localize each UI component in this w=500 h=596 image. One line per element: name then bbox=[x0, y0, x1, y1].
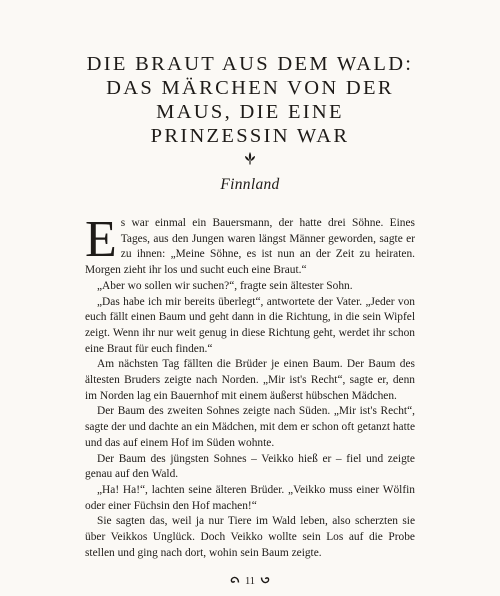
paragraph-2: „Aber wo sollen wir suchen?“, fragte sein ältester Sohn. bbox=[97, 279, 353, 292]
paragraph-1 bbox=[85, 211, 415, 279]
page-number: 11 bbox=[244, 575, 256, 587]
story-title bbox=[40, 52, 460, 148]
paragraph-8: Sie sagten das, weil ja nur Tiere im Wald leben, also scherzten sie über Veikkos Unglück. Doch Veikko wollte sein Los auf die Probe stellen und ging nach dort, wohin sein Baum zeigte. bbox=[85, 515, 415, 559]
title-line-3: MAUS, DIE EINE bbox=[156, 101, 344, 123]
page-footer bbox=[200, 574, 300, 588]
title-line-2: DAS MÄRCHEN VON DER bbox=[106, 77, 394, 99]
title-line-4: PRINZESSIN WAR bbox=[150, 125, 350, 147]
flower-ornament-icon bbox=[242, 150, 258, 166]
paragraph-5: Der Baum des zweiten Sohnes zeigte nach Süden. „Mir ist's Recht“, sagte der und dachte an ein Mädchen, mit dem er schon oft getanzt hatte und das auf einem Hof im Süden wohnte. bbox=[85, 405, 415, 449]
paragraph-7: „Ha! Ha!“, lachten seine älteren Brüder. „Veikko muss einer Wölfin oder einer Füchsin den Hof machen!“ bbox=[85, 483, 415, 512]
swirl-right-icon bbox=[260, 576, 270, 587]
story-text bbox=[85, 211, 415, 561]
drop-cap: E bbox=[85, 211, 117, 268]
swirl-left-icon bbox=[230, 576, 240, 587]
paragraph-4: Am nächsten Tag fällten die Brüder je einen Baum. Der Baum des ältesten Bruders zeigte nach Norden. „Mir ist's Recht“, sagte er, denn im Norden lag ein Bauernhof mit einem äußerst hübschen Mädchen. bbox=[85, 358, 415, 402]
paragraph-3: „Das habe ich mir bereits überlegt“, antwortete der Vater. „Jeder von euch fällt einen Baum und geht dann in die Richtung, in die sein Wipfel zeigt. Wenn ihr nur weit genug in diese Richtung geht, werdet ihr schon eine Braut für euch finden.“ bbox=[85, 295, 415, 355]
title-line-1: DIE BRAUT AUS DEM WALD: bbox=[86, 53, 414, 75]
region-subtitle: Finnland bbox=[220, 176, 280, 193]
paragraph-6: Der Baum des jüngsten Sohnes – Veikko hieß er – fiel und zeigte genau auf den Wald. bbox=[85, 452, 415, 481]
paragraph-1-text: s war einmal ein Bauersmann, der hatte drei Söhne. Eines Tages, aus den Jungen waren längst Männer geworden, sagte er zu ihnen: „Meine Söhne, es ist nun an der Zeit zu heiraten. Morgen zieht ihr los und sucht euch eine Braut.“ bbox=[85, 217, 415, 277]
